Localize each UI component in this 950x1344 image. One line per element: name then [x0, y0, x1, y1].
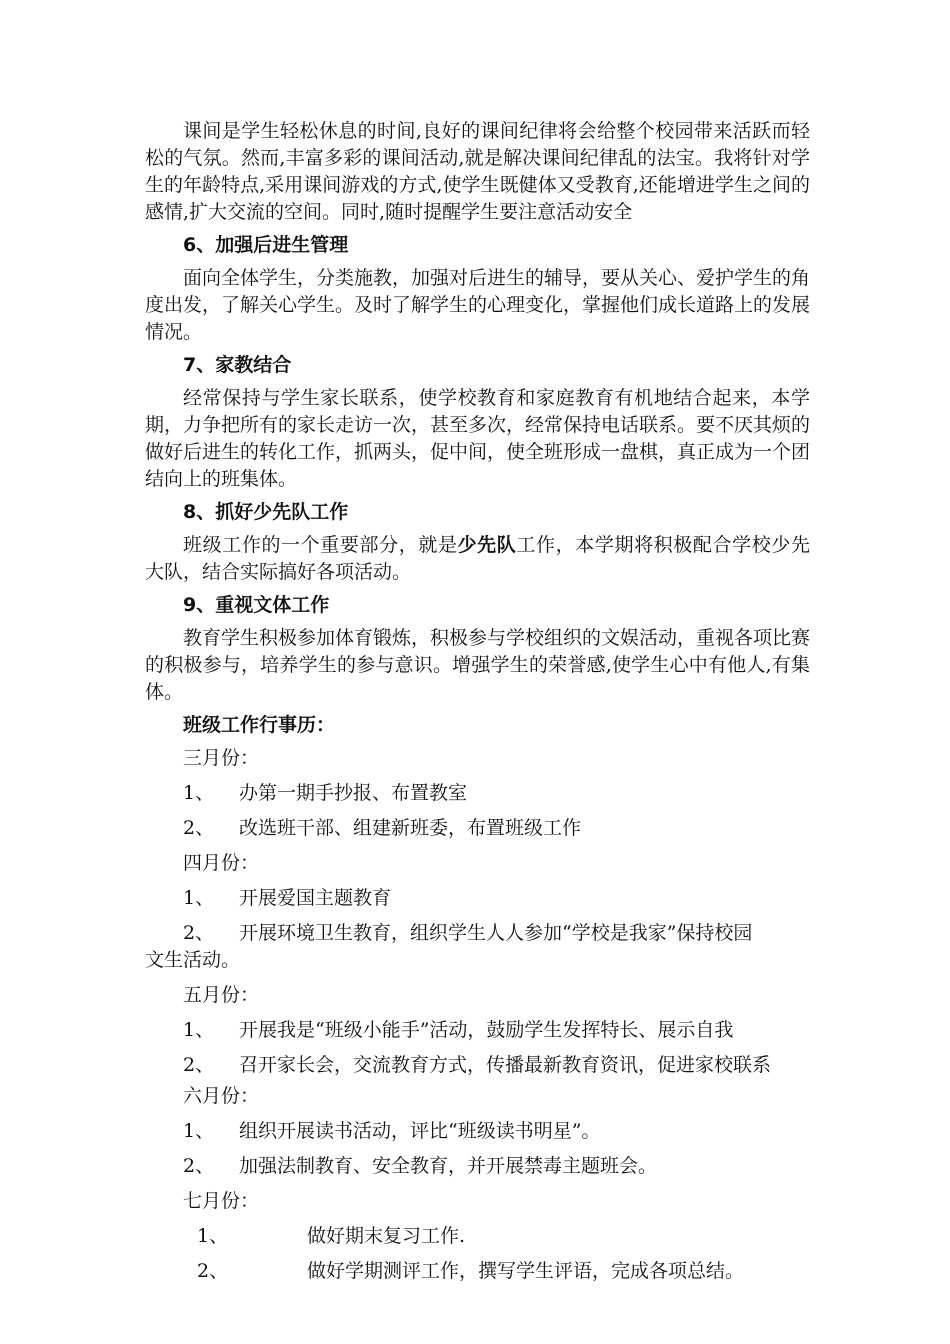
- item-text: 开展我是“班级小能手”活动，鼓励学生发挥特长、展示自我: [239, 1019, 734, 1041]
- document-content: [145, 118, 810, 1293]
- section-8-title: 8、抓好少先队工作: [183, 501, 349, 523]
- section-9-body: 教育学生积极参加体育锻炼，积极参与学校组织的文娱活动，重视各项比赛的积极参与，培养学生的参与意识。增强学生的荣誉感,使学生心中有他人,有集体。: [145, 627, 811, 703]
- item-number: 2、: [197, 1260, 229, 1282]
- section-7-title: 7、家教结合: [183, 354, 292, 376]
- list-item: [183, 1052, 810, 1079]
- item-number: 2、: [183, 1155, 215, 1177]
- item-text: 开展爱国主题教育: [239, 887, 392, 909]
- section-9-title: 9、重视文体工作: [183, 594, 330, 616]
- item-number: 1、: [183, 1120, 215, 1142]
- list-item-continuation: 文生活动。: [145, 949, 241, 971]
- list-item: [183, 1153, 810, 1180]
- section-8-body-post: 工作，本学期将积极配合学校少先大队，结合实际搞好各项活动。: [145, 534, 810, 583]
- section-8-body: [145, 532, 810, 586]
- list-item: [197, 1258, 810, 1285]
- item-number: 1、: [183, 1019, 215, 1041]
- section-6-title: 6、加强后进生管理: [183, 234, 349, 256]
- item-text: 做好学期测评工作，撰写学生评语，完成各项总结。: [307, 1260, 745, 1282]
- month-label-march: 三月份：: [183, 747, 260, 769]
- item-text: 召开家长会，交流教育方式，传播最新教育资讯，促进家校联系: [239, 1054, 772, 1076]
- section-6-body: 面向全体学生，分类施教，加强对后进生的辅导，要从关心、爱护学生的角度出发，了解关心学生。及时了解学生的心理变化，掌握他们成长道路上的发展情况。: [145, 267, 811, 343]
- calendar-title: 班级工作行事历：: [183, 714, 336, 736]
- list-item: [183, 885, 810, 912]
- item-text: 开展环境卫生教育，组织学生人人参加“学校是我家”保持校园: [239, 922, 753, 944]
- list-item: [183, 920, 810, 947]
- item-text: 办第一期手抄报、布置教室: [239, 782, 468, 804]
- item-text: 改选班干部、组建新班委，布置班级工作: [239, 817, 582, 839]
- intro-paragraph: 课间是学生轻松休息的时间,良好的课间纪律将会给整个校园带来活跃而轻松的气氛。然而,丰富多彩的课间活动,就是解决课间纪律乱的法宝。我将针对学生的年龄特点,采用课间游戏的方式,使学生既健体又受教育,还能增进学生之间的感情,扩大交流的空间。同时,随时提醒学生要注意活动安全: [145, 120, 810, 223]
- list-item: [183, 1118, 810, 1145]
- item-text: 加强法制教育、安全教育，并开展禁毒主题班会。: [239, 1155, 658, 1177]
- month-label-april: 四月份：: [183, 852, 260, 874]
- item-number: 1、: [197, 1225, 229, 1247]
- list-item: [183, 780, 810, 807]
- item-number: 2、: [183, 817, 215, 839]
- item-number: 2、: [183, 922, 215, 944]
- section-8-body-pre: 班级工作的一个重要部分，就是: [183, 534, 458, 556]
- month-label-july: 七月份：: [183, 1190, 260, 1212]
- item-number: 1、: [183, 887, 215, 909]
- item-number: 1、: [183, 782, 215, 804]
- item-text: 组织开展读书活动，评比“班级读书明星”。: [239, 1120, 601, 1142]
- list-item: [197, 1223, 810, 1250]
- list-item: [183, 1017, 810, 1044]
- item-number: 2、: [183, 1054, 215, 1076]
- section-8-body-bold: 少先队: [457, 534, 517, 556]
- section-7-body: 经常保持与学生家长联系，使学校教育和家庭教育有机地结合起来，本学期，力争把所有的家长走访一次，甚至多次，经常保持电话联系。要不厌其烦的做好后进生的转化工作，抓两头，促中间，使全班形成一盘棋，真正成为一个团结向上的班集体。: [145, 387, 811, 490]
- list-item: [183, 815, 810, 842]
- month-label-june: 六月份：: [183, 1085, 260, 1107]
- item-text: 做好期末复习工作.: [307, 1225, 466, 1247]
- month-label-may: 五月份：: [183, 984, 260, 1006]
